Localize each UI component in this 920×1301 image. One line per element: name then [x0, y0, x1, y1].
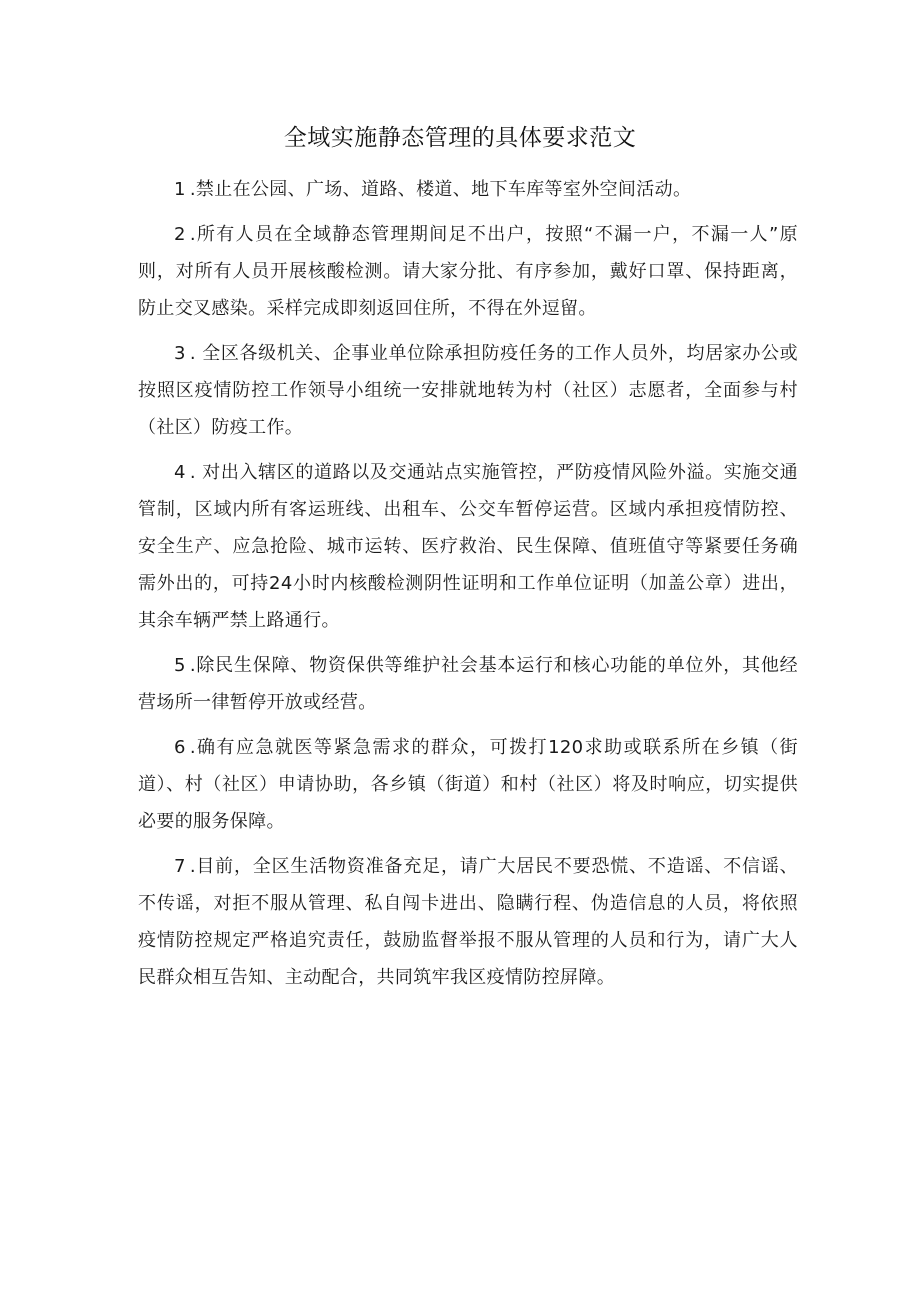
- document-title: 全域实施静态管理的具体要求范文: [283, 125, 637, 151]
- paragraph-number: 1: [174, 179, 186, 200]
- paragraph-5: [138, 647, 798, 721]
- paragraph-number: 4: [174, 462, 186, 483]
- paragraph-text: . 全区各级机关、企事业单位除承担防疫任务的工作人员外，均居家办公或按照区疫情防控工作领导小组统一安排就地转为村（社区）志愿者，全面参与村（社区）防疫工作。: [138, 343, 798, 438]
- paragraph-text: .目前，全区生活物资准备充足，请广大居民不要恐慌、不造谣、不信谣、不传谣，对拒不服从管理、私自闯卡进出、隐瞒行程、伪造信息的人员，将依照疫情防控规定严格追究责任，鼓励监督举报不服从管理的人员和行为，请广大人民群众相互告知、主动配合，共同筑牢我区疫情防控屏障。: [138, 856, 798, 988]
- paragraph-4: [138, 454, 798, 639]
- paragraph-7: [138, 848, 798, 996]
- paragraph-text: .禁止在公园、广场、道路、楼道、地下车库等室外空间活动。: [189, 179, 692, 200]
- paragraph-3: [138, 335, 798, 446]
- paragraph-number: 3: [174, 343, 186, 364]
- paragraph-number: 6: [174, 737, 186, 758]
- paragraph-number: 7: [174, 856, 186, 877]
- paragraph-text: . 对出入辖区的道路以及交通站点实施管控，严防疫情风险外溢。实施交通管制，区域内所有客运班线、出租车、公交车暂停运营。区域内承担疫情防控、安全生产、应急抢险、城市运转、医疗救治、民生保障、值班值守等紧要任务确需外出的，可持24小时内核酸检测阴性证明和工作单位证明（加盖公章）进出，其余车辆严禁上路通行。: [138, 462, 798, 631]
- paragraph-number: 5: [174, 655, 186, 676]
- document-body: [138, 171, 798, 1004]
- paragraph-1: [138, 171, 798, 208]
- paragraph-text: .所有人员在全域静态管理期间足不出户，按照“不漏一户，不漏一人”原则，对所有人员开展核酸检测。请大家分批、有序参加，戴好口罩、保持距离，防止交叉感染。采样完成即刻返回住所，不得在外逗留。: [138, 224, 798, 319]
- paragraph-2: [138, 216, 798, 327]
- paragraph-number: 2: [174, 224, 186, 245]
- paragraph-text: .确有应急就医等紧急需求的群众，可拨打120求助或联系所在乡镇（街道）、村（社区）申请协助，各乡镇（街道）和村（社区）将及时响应，切实提供必要的服务保障。: [138, 737, 798, 832]
- paragraph-6: [138, 729, 798, 840]
- paragraph-text: .除民生保障、物资保供等维护社会基本运行和核心功能的单位外，其他经营场所一律暂停开放或经营。: [138, 655, 798, 713]
